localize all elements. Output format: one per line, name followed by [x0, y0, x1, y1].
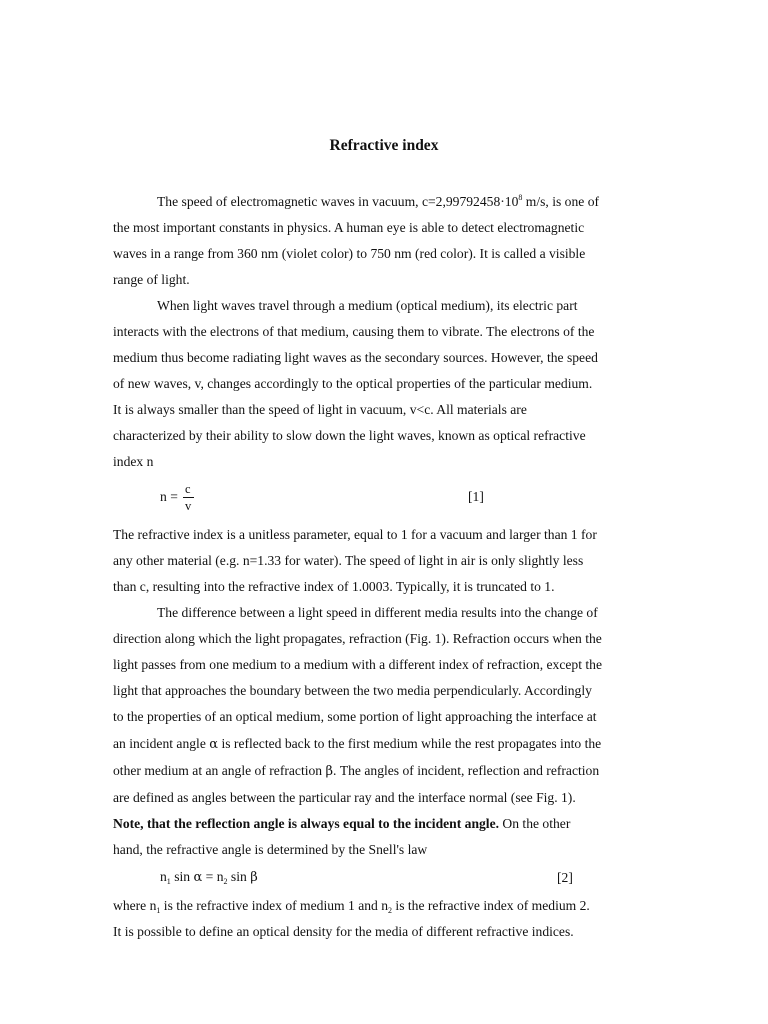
- paragraph-2-line-5: It is always smaller than the speed of light in vacuum, v<c. All materials are: [113, 402, 527, 417]
- equation-1-lhs: n =: [160, 489, 178, 504]
- paragraph-1-line-2: the most important constants in physics. A human eye is able to detect electromagnetic: [113, 220, 585, 235]
- paragraph-4-line-4: light that approaches the boundary between the two media perpendicularly. Accordingly: [113, 683, 592, 698]
- fraction-bar: [183, 497, 194, 498]
- equation-1-label: [1]: [468, 489, 484, 504]
- equation-1-denominator: v: [185, 499, 192, 513]
- paragraph-3-line-1: The refractive index is a unitless parameter, equal to 1 for a vacuum and larger than 1 for: [113, 527, 597, 542]
- beta-symbol: β: [325, 764, 334, 779]
- paragraph-4-line-1: The difference between a light speed in different media results into the change of: [157, 605, 598, 620]
- paragraph-3-line-2: any other material (e.g. n=1.33 for water). The speed of light in air is only slightly less: [113, 553, 584, 568]
- paragraph-4-line-10: hand, the refractive angle is determined by the Snell's law: [113, 842, 428, 857]
- paragraph-1-line-4: range of light.: [113, 272, 190, 287]
- paragraph-3-line-3: than c, resulting into the refractive index of 1.0003. Typically, it is truncated to 1.: [113, 579, 555, 594]
- beta-symbol: β: [250, 870, 258, 885]
- paragraph-5-line-1: where $n_1$ is the refractive index of medium 1 and $n_2$ is the refractive index of medium 2.: [113, 898, 590, 915]
- bold-note: Note, that the reflection angle is always equal to the incident angle.: [113, 816, 500, 831]
- paragraph-2-line-4: of new waves, v, changes accordingly to the optical properties of the particular medium.: [113, 376, 593, 391]
- alpha-symbol: α: [193, 870, 203, 885]
- equation-1-numerator: c: [185, 482, 191, 496]
- paragraph-2-line-3: medium thus become radiating light waves as the secondary sources. However, the speed: [113, 350, 598, 365]
- paragraph-4-line-5: to the properties of an optical medium, some portion of light approaching the interface at: [113, 709, 597, 724]
- paragraph-4-line-2: direction along which the light propagates, refraction (Fig. 1). Refraction occurs when the: [113, 631, 602, 646]
- paragraph-4-line-8: are defined as angles between the particular ray and the interface normal (see Fig. 1).: [113, 790, 576, 805]
- superscript-exponent: 8: [518, 193, 523, 202]
- paragraph-2-line-7: index n: [113, 454, 154, 469]
- paragraph-2-line-1: When light waves travel through a medium (optical medium), its electric part: [157, 298, 578, 313]
- alpha-symbol: α: [209, 737, 219, 752]
- paragraph-2-line-6: characterized by their ability to slow down the light waves, known as optical refractive: [113, 428, 586, 443]
- paragraph-4-line-7: other medium at an angle of refraction β. The angles of incident, reflection and refraction: [113, 763, 600, 779]
- equation-2-label: [2]: [557, 870, 573, 885]
- paragraph-4-line-9: Note, that the reflection angle is always equal to the incident angle. On the other: [113, 816, 571, 831]
- paragraph-2-line-2: interacts with the electrons of that medium, causing them to vibrate. The electrons of the: [113, 324, 595, 339]
- equation-2-expression: $n_1$ $\sin \alpha = n_2$ sin β: [160, 869, 258, 886]
- page-title: Refractive index: [329, 137, 439, 154]
- paragraph-5-line-2: It is possible to define an optical density for the media of different refractive indices.: [113, 924, 574, 939]
- paragraph-1-line-1: The speed of electromagnetic waves in vacuum, $c=2,99792458\cdot 10^8$ m/s, is one of: [157, 193, 600, 209]
- paragraph-4-line-3: light passes from one medium to a medium with a different index of refraction, except the: [113, 657, 602, 672]
- paragraph-1-line-3: waves in a range from 360 nm (violet color) to 750 nm (red color). It is called a visible: [113, 246, 586, 261]
- paragraph-4-line-6: an incident angle α is reflected back to the first medium while the rest propagates into the: [113, 736, 602, 752]
